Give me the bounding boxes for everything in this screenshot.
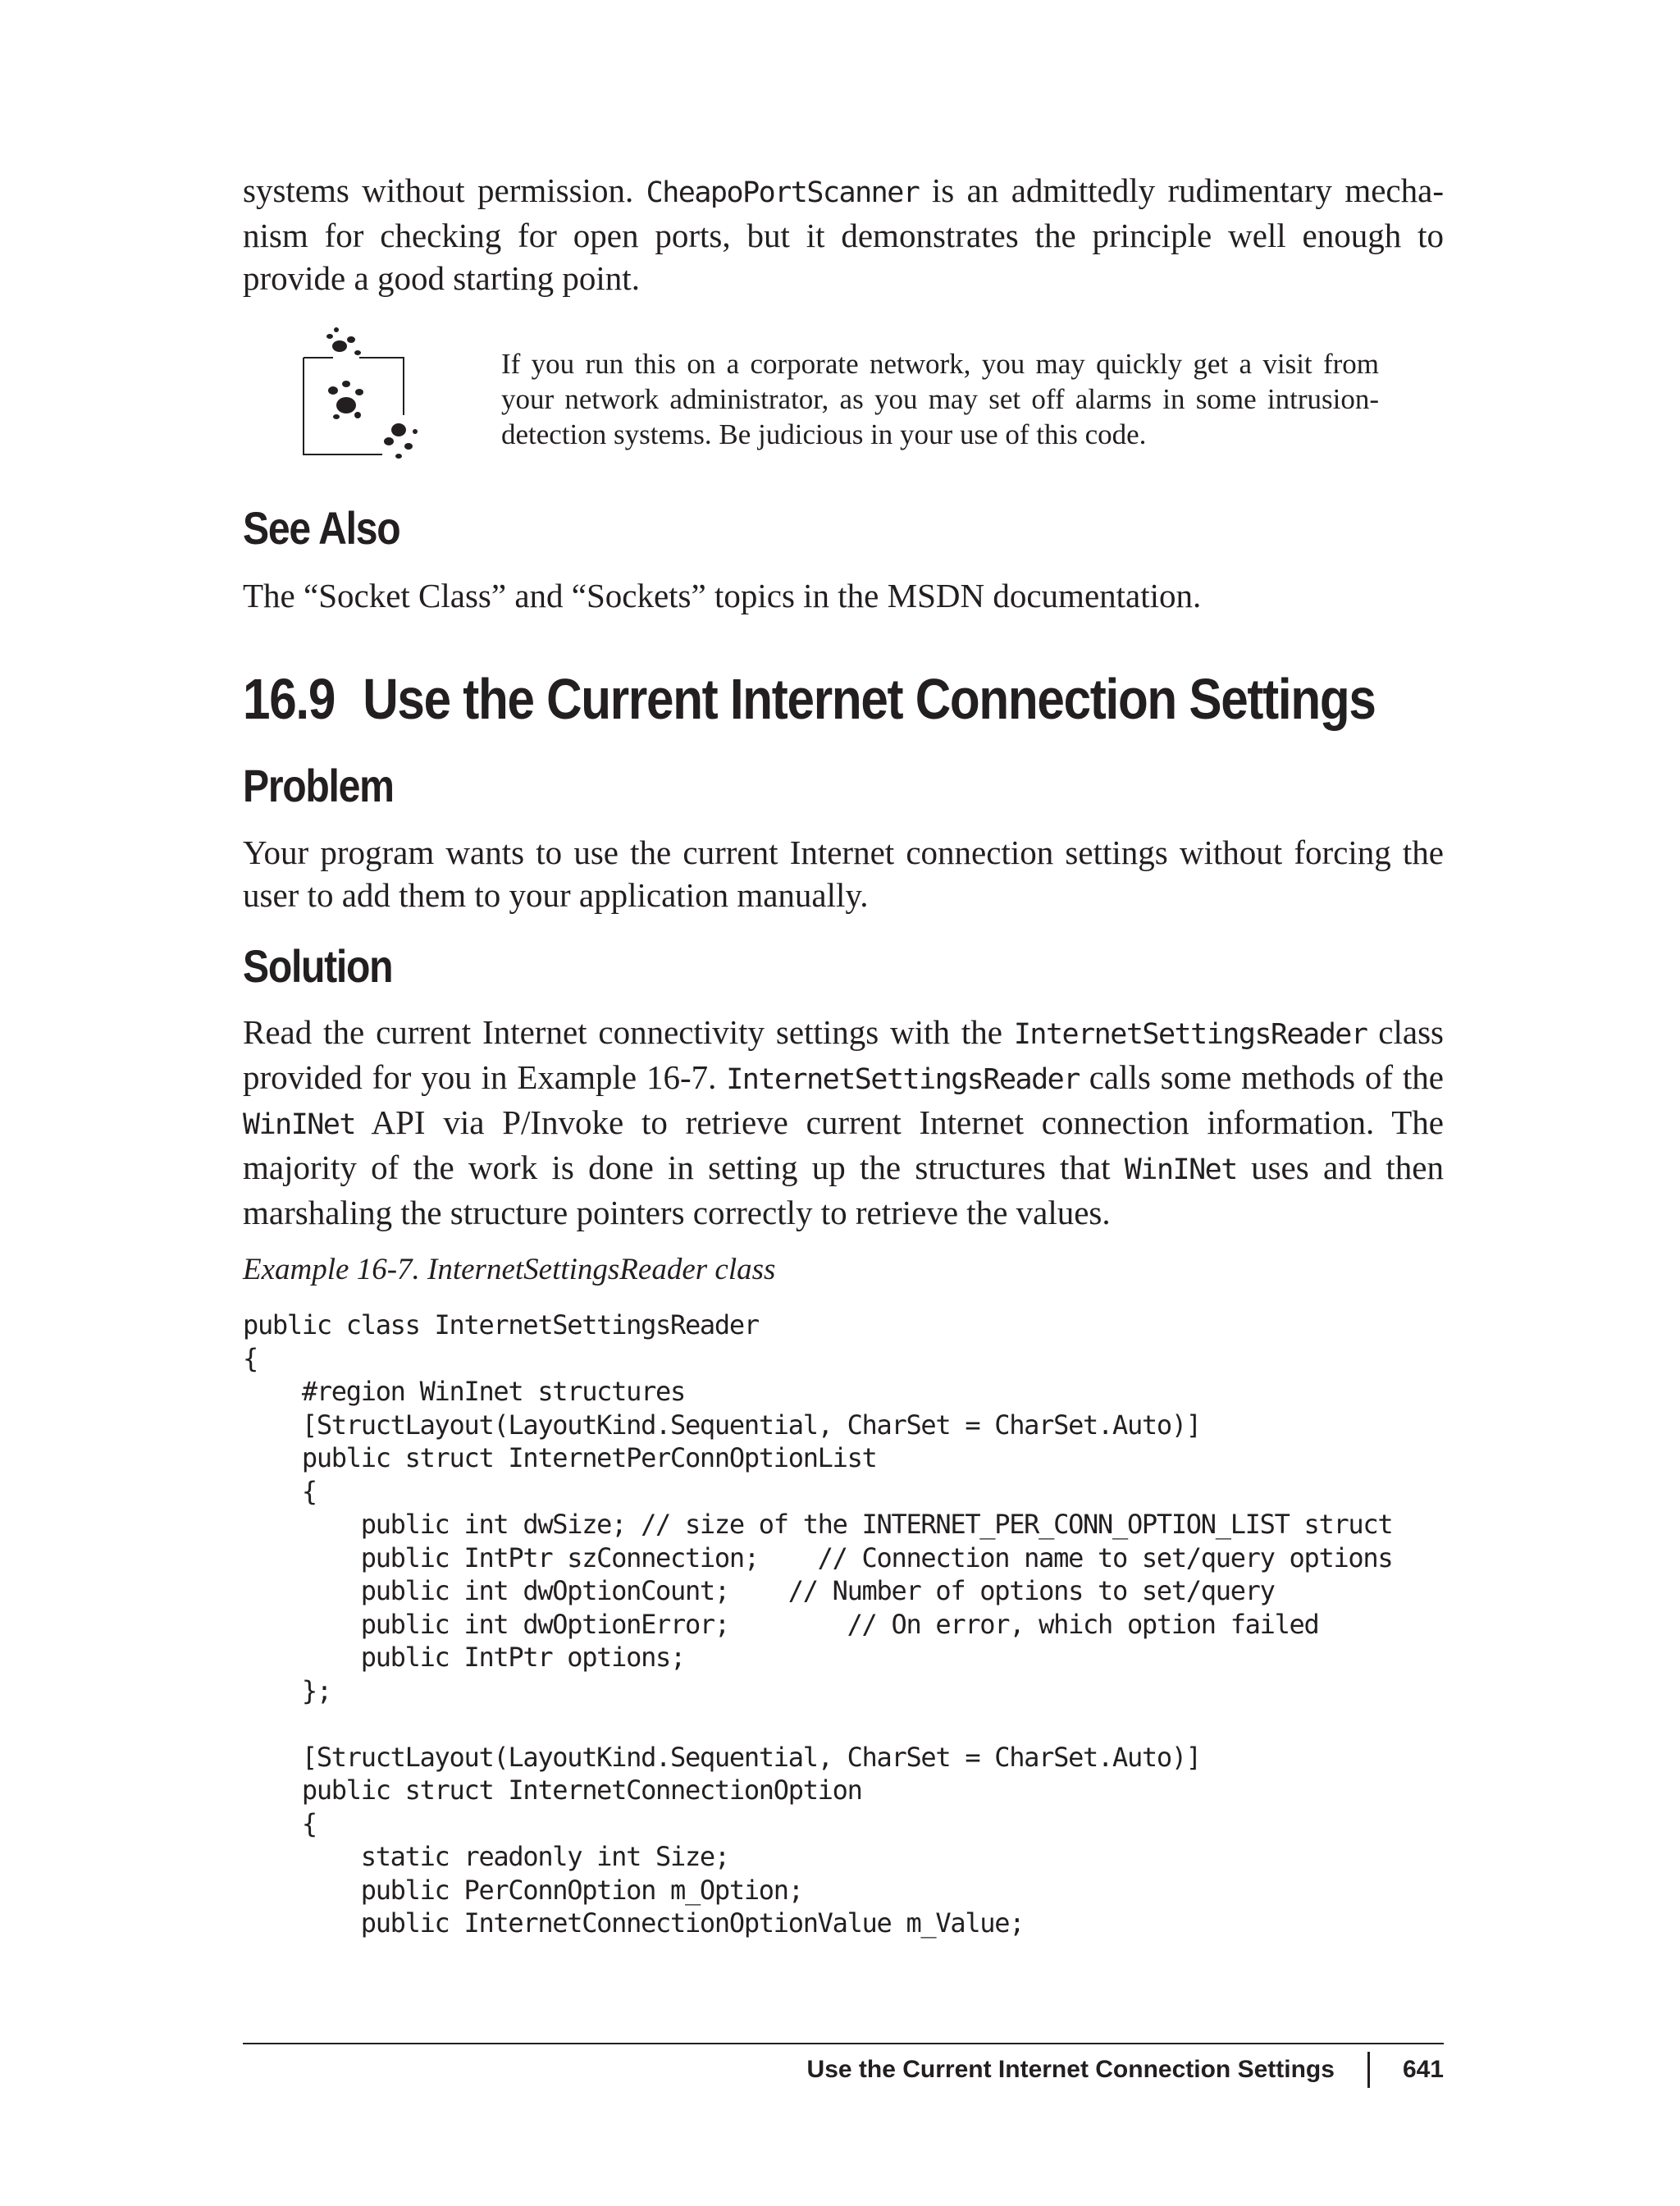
inline-code-class-name: CheapoPortScanner bbox=[646, 176, 920, 209]
solution-text-5: uses and then marshaling the structure pointers correctly to retrieve the values. bbox=[243, 1149, 1444, 1231]
solution-text-2: class provided for you in Example 16-7. bbox=[243, 1013, 1444, 1096]
running-title: Use the Current Internet Connection Settings bbox=[806, 2056, 1335, 2083]
see-also-text: The “Socket Class” and “Sockets” topics in the MSDN documentation. bbox=[243, 577, 1202, 614]
page-footer bbox=[807, 2051, 1444, 2089]
warning-note bbox=[300, 325, 1391, 464]
section-title bbox=[243, 666, 1376, 732]
section-number: 16.9 bbox=[243, 667, 336, 731]
solution-text-4: API via P/Invoke to retrieve current Internet connection information. The majority of the work is done in setting up the structures that bbox=[243, 1103, 1444, 1186]
solution-text-3: calls some methods of the bbox=[1079, 1058, 1444, 1096]
footer-separator bbox=[1367, 2052, 1370, 2088]
inline-code-class-name: InternetSettingsReader bbox=[1013, 1018, 1367, 1051]
solution-heading: Solution bbox=[243, 940, 393, 992]
footer-rule bbox=[243, 2043, 1444, 2044]
code-listing: public class InternetSettingsReader { #region WinInet structures [StructLayout(LayoutKind.Sequential, CharSet = CharSet.Auto)] public struct InternetPerConnOptionList { public int dwSize; // size of the INTERNET_PER_CONN_OPTION_LIST struct public IntPtr szConnection; // Connection name to set/query options public int dwOptionCount; // Number of options to set/query public int dwOptionError; // On error, which option failed public IntPtr options; }; [StructLayout(LayoutKind.Sequential, CharSet = CharSet.Auto)] public struct InternetConnectionOption { static readonly int Size; public PerConnOption m_Option; public InternetConnectionOptionValue m_Value; bbox=[243, 1309, 1393, 1939]
book-page bbox=[243, 0, 1444, 2206]
raccoon-tracks-icon-graphic bbox=[300, 325, 423, 464]
intro-text-end: is an admittedly rudimentary mecha-nism for checking for open ports, but it demonstrates the principle well enough to provide a good starting point. bbox=[243, 171, 1444, 297]
intro-text-start: systems without permission. bbox=[243, 171, 646, 209]
example-caption: Example 16-7. InternetSettingsReader class bbox=[243, 1253, 776, 1286]
inline-code-api-name: WinINet bbox=[243, 1108, 356, 1141]
problem-text: Your program wants to use the current Internet connection settings without forcing the user to add them to your application manually. bbox=[243, 834, 1444, 914]
problem-heading: Problem bbox=[243, 760, 394, 811]
raccoon-tracks-warning-icon bbox=[300, 325, 423, 464]
intro-paragraph bbox=[243, 169, 1444, 299]
warning-note-text: If you run this on a corporate network, you may quickly get a visit from your network administrator, as you may set off alarms in some intrusion-detection systems. Be judicious in your use of this code. bbox=[501, 348, 1379, 450]
page-number: 641 bbox=[1402, 2056, 1444, 2083]
solution-paragraph bbox=[243, 1011, 1444, 1234]
inline-code-api-name: WinINet bbox=[1124, 1153, 1237, 1186]
see-also-heading: See Also bbox=[243, 502, 400, 554]
inline-code-class-name: InternetSettingsReader bbox=[726, 1063, 1080, 1096]
section-title-text: Use the Current Internet Connection Settings bbox=[363, 667, 1376, 731]
solution-text-1: Read the current Internet connectivity settings with the bbox=[243, 1013, 1014, 1051]
